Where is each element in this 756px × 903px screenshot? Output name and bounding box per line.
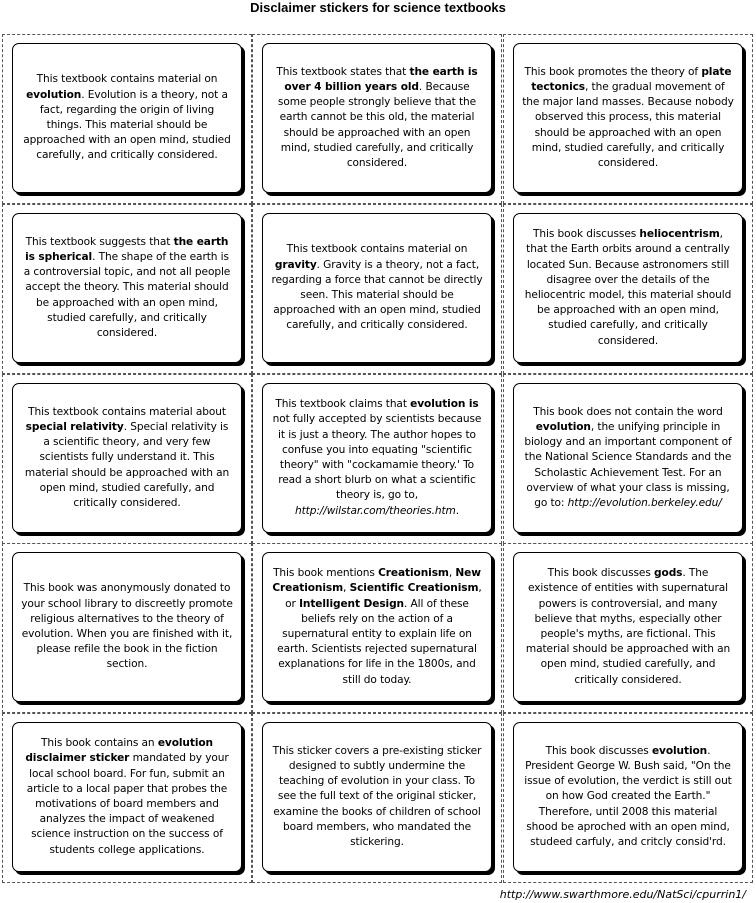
sticker-text (21, 736, 233, 858)
sticker-text-run: This textbook contains material on (36, 73, 218, 86)
sticker-text-run: . Evolution is a theory, not a fact, regarding the origin of living things. This material should be approached with an open mind, studied carefully, and critically considered. (23, 88, 231, 162)
sticker-text-run: This textbook contains material about (28, 405, 226, 418)
sticker-text (271, 397, 483, 519)
sticker-text (522, 65, 734, 171)
sticker-cell (2, 204, 252, 374)
sticker-text-run: This book contains an (41, 737, 158, 750)
page-title: Disclaimer stickers for science textbooks (250, 0, 506, 15)
sticker-link: http://wilstar.com/theories.htm (294, 504, 456, 517)
sticker-text (21, 581, 233, 672)
sticker-cell (503, 34, 753, 204)
sticker-text-run: . The existence of entities with supernatural powers is controversial, and many believe that myths, especially other people's myths, are fictional. This material should be approached with an open mind, studied carefully, and critically considered. (525, 567, 731, 686)
sticker-text (271, 744, 483, 850)
disclaimer-sticker (262, 213, 492, 363)
sticker-text-run: . Special relativity is a scientific theory, and very few scientists fully understand it. This material should be approached with an open mind, studied carefully, and critically considered. (24, 420, 230, 509)
sticker-text-run: This textbook suggests that (25, 235, 174, 248)
sticker-keyword: evolution (26, 88, 82, 101)
sticker-keyword: plate tectonics (531, 65, 732, 93)
sticker-keyword: Scientific Creationism (349, 582, 479, 595)
sticker-text-run: This book discusses (545, 744, 652, 757)
sticker-text (21, 235, 233, 341)
sticker-keyword: evolution disclaimer sticker (25, 737, 213, 765)
disclaimer-sticker (513, 722, 743, 872)
sticker-text (522, 227, 734, 349)
sticker-text-run: . President George W. Bush said, "On the issue of evolution, the verdict is still out on how God created the Earth." Therefore, until 2008 this material shood be aproched with an open mind, studeed carfuly, and critcly consid'rd. (524, 744, 732, 848)
sticker-text-run: This book mentions (273, 567, 379, 580)
sticker-text-run: , (343, 582, 350, 595)
sticker-text-run: This book promotes the theory of (524, 65, 702, 78)
sticker-cell (2, 543, 252, 713)
footer-url: http://www.swarthmore.edu/NatSci/cpurrin1/ (499, 888, 746, 901)
sticker-text-run: This sticker covers a pre-existing sticker designed to subtly undermine the teaching of evolution in your class. To see the full text of the original sticker, examine the books of children of school board members, who mandated the stickering. (272, 744, 482, 848)
disclaimer-sticker (513, 383, 743, 533)
sticker-text-run: This textbook claims that (275, 398, 411, 411)
sticker-text-run: This book does not contain the word (533, 405, 723, 418)
sticker-text-run: . (455, 504, 460, 517)
disclaimer-sticker (262, 383, 492, 533)
sticker-text-run: not fully accepted by scientists because it is just a theory. The author hopes to confuse you into equating "scientific theory" with "cockamamie theory.' To read a short blurb on what a scientific theory is, go to, (272, 413, 482, 502)
sticker-cell (503, 374, 753, 544)
sticker-text (21, 405, 233, 511)
disclaimer-sticker (12, 213, 242, 363)
sticker-keyword: gravity (274, 258, 317, 271)
sticker-keyword: New Creationism (272, 567, 481, 595)
sticker-text-run: This textbook states that (276, 65, 410, 78)
sticker-cell (2, 713, 252, 883)
sticker-cell (503, 713, 753, 883)
sticker-keyword: heliocentrism (639, 228, 720, 241)
sticker-keyword: Intelligent Design (299, 597, 404, 610)
sticker-text-run: . Because some people strongly believe that the earth cannot be this old, the material should be approached with an open mind, studied carefully, and critically considered. (277, 80, 477, 169)
sticker-keyword: gods (654, 567, 683, 580)
sticker-text (522, 744, 734, 850)
sticker-text-run: mandated by your local school board. For fun, submit an article to a local paper that probes the motivations of board members and analyzes the impact of weakened science instruction on the success of students college applications. (26, 752, 229, 856)
sticker-cell (503, 543, 753, 713)
sticker-text-run: This book was anonymously donated to your school library to discreetly promote religious alternatives to the theory of evolution. When you are finished with it, please refile the book in the fiction section. (21, 582, 233, 671)
sticker-text-run: , (448, 567, 456, 580)
disclaimer-sticker (513, 213, 743, 363)
sticker-text-run: , or (285, 582, 482, 610)
sticker-cell (252, 713, 502, 883)
sticker-keyword: the earth is spherical (25, 235, 229, 263)
sticker-text (522, 566, 734, 688)
sticker-link: http://evolution.berkeley.edu/ (567, 497, 722, 509)
sticker-cell (252, 374, 502, 544)
sticker-cell (2, 374, 252, 544)
sticker-text-run: . All of these beliefs rely on the action of a supernatural entity to explain life on earth. Scientists rejected supernatural explanations for life in the 1800s, and still do today. (277, 597, 477, 686)
sticker-text (271, 566, 483, 688)
sticker-text (522, 405, 734, 511)
disclaimer-sticker (262, 43, 492, 193)
sticker-cell (2, 34, 252, 204)
sticker-text-run: , the unifying principle in biology and an important component of the National Science Standards and the Scholastic Achievement Test. For an overview of what your class is missing, go to: (524, 420, 732, 509)
sticker-text (271, 242, 483, 333)
sticker-text (21, 72, 233, 163)
sticker-text-run: , the gradual movement of the major land masses. Because nobody observed this process, this material should be approached with an open mind, studied carefully, and critically considered. (522, 80, 734, 169)
sticker-keyword: evolution (535, 420, 591, 433)
sticker-keyword: evolution (651, 744, 708, 757)
disclaimer-sticker (12, 383, 242, 533)
sticker-keyword: evolution is (410, 398, 479, 411)
sticker-text-run: This book discusses (533, 228, 640, 241)
disclaimer-sticker (262, 722, 492, 872)
sticker-keyword: special relativity (25, 420, 124, 433)
sticker-keyword: the earth is over 4 billion years old (284, 65, 478, 93)
disclaimer-sticker (12, 43, 242, 193)
sticker-cell (252, 34, 502, 204)
sticker-cell (503, 204, 753, 374)
disclaimer-sticker (262, 552, 492, 702)
sticker-text-run: . Gravity is a theory, not a fact, regarding a force that cannot be directly seen. This material should be approached with an open mind, studied carefully, and critically considered. (271, 258, 483, 332)
sticker-text (271, 65, 483, 171)
sticker-text-run: This textbook contains material on (286, 243, 468, 256)
disclaimer-sticker (12, 722, 242, 872)
sticker-cell (252, 543, 502, 713)
sticker-text-run: This book discusses (547, 567, 655, 580)
disclaimer-sticker (12, 552, 242, 702)
disclaimer-sticker (513, 552, 743, 702)
sticker-text-run: . The shape of the earth is a controversial topic, and not all people accept the theory. This material should be approached with an open mind, studied carefully, and critically considered. (23, 250, 231, 339)
disclaimer-sticker (513, 43, 743, 193)
sticker-text-run: , that the Earth orbits around a centrally located Sun. Because astronomers still disagree over the details of the heliocentric model, this material should be approached with an open mind, studied carefully, and critically considered. (524, 228, 732, 347)
sticker-keyword: Creationism (378, 567, 449, 580)
sticker-cell (252, 204, 502, 374)
